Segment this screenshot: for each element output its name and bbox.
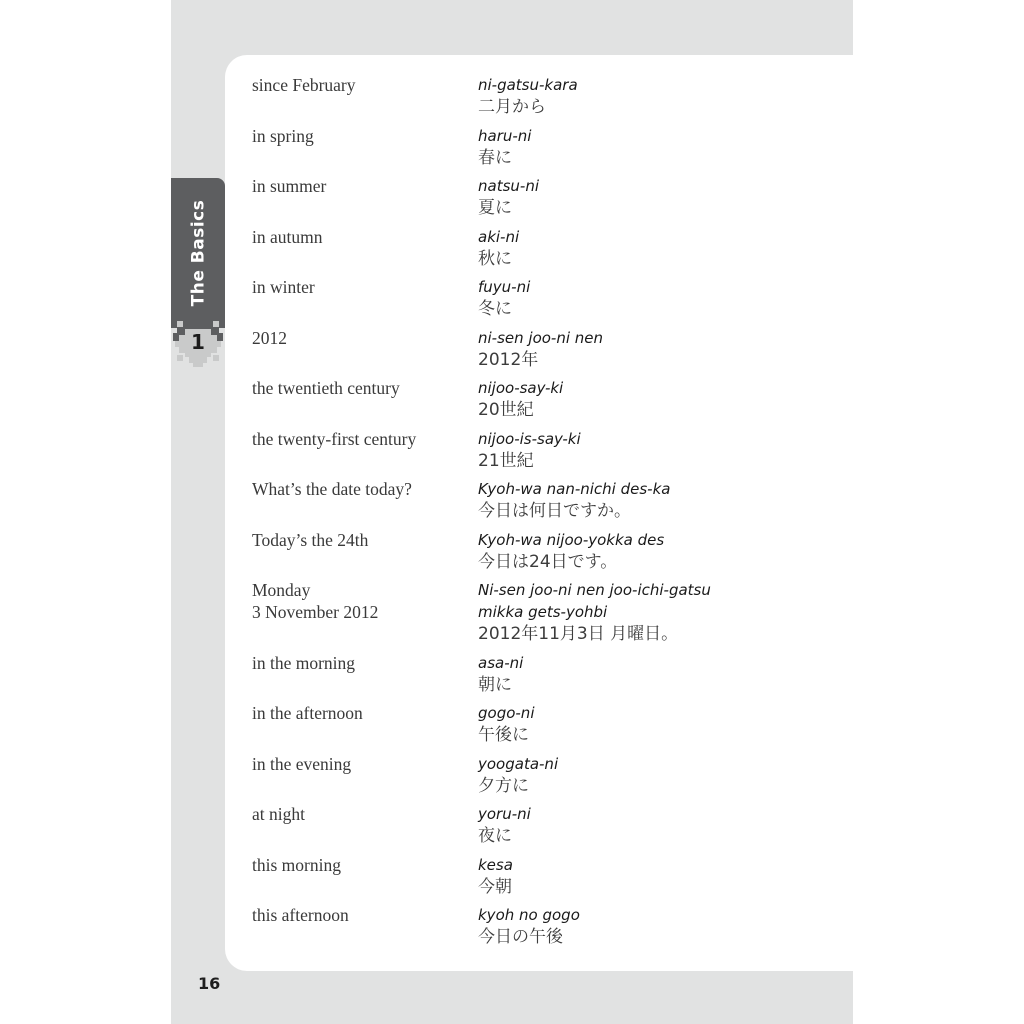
romaji-text: Kyoh-wa nan-nichi des-ka bbox=[478, 480, 671, 498]
romaji-text: fuyu-ni bbox=[478, 278, 531, 296]
english-phrase: this morning bbox=[252, 854, 341, 875]
japanese-script: 今朝 bbox=[478, 876, 512, 897]
phrase-entry bbox=[252, 904, 812, 948]
japanese-script: 朝に bbox=[478, 674, 512, 695]
phrase-entry bbox=[252, 702, 812, 746]
japanese-translation bbox=[478, 428, 812, 472]
japanese-translation bbox=[478, 327, 812, 371]
romaji-text: natsu-ni bbox=[478, 177, 539, 195]
english-phrase: in the evening bbox=[252, 753, 352, 774]
japanese-script: 2012年 bbox=[478, 349, 539, 370]
phrase-entry bbox=[252, 652, 812, 696]
japanese-translation bbox=[478, 175, 812, 219]
japanese-script: 夏に bbox=[478, 198, 512, 218]
japanese-script: 今日の午後 bbox=[478, 927, 563, 947]
japanese-translation bbox=[478, 226, 812, 270]
japanese-translation bbox=[478, 904, 812, 948]
japanese-translation bbox=[478, 702, 812, 746]
english-phrase: in summer bbox=[252, 176, 327, 196]
romaji-text: ni-gatsu-kara bbox=[478, 76, 578, 94]
japanese-script: 二月から bbox=[478, 97, 546, 117]
japanese-translation bbox=[478, 652, 812, 696]
phrase-entry bbox=[252, 327, 812, 371]
romaji-text: haru-ni bbox=[478, 126, 532, 145]
japanese-script: 2012年11月3日 月曜日。 bbox=[478, 624, 679, 644]
japanese-translation bbox=[478, 125, 812, 169]
japanese-script: 冬に bbox=[478, 299, 512, 319]
phrase-entry bbox=[252, 175, 812, 219]
japanese-script: 午後に bbox=[478, 725, 529, 745]
english-phrase: this afternoon bbox=[252, 905, 349, 925]
japanese-translation bbox=[478, 276, 812, 320]
english-phrase: the twenty-first century bbox=[252, 428, 417, 449]
japanese-script: 今日は何日ですか。 bbox=[478, 501, 631, 521]
japanese-translation bbox=[478, 803, 812, 847]
japanese-translation bbox=[478, 74, 812, 118]
chapter-title bbox=[171, 178, 225, 328]
phrase-entry bbox=[252, 74, 812, 118]
english-phrase: at night bbox=[252, 804, 305, 824]
romaji-text: kyoh no gogo bbox=[478, 906, 580, 924]
english-phrase: in spring bbox=[252, 125, 314, 146]
romaji-text: aki-ni bbox=[478, 227, 520, 246]
phrase-entry bbox=[252, 428, 812, 472]
japanese-translation bbox=[478, 377, 812, 421]
romaji-text: yoru-ni bbox=[478, 805, 531, 823]
japanese-script: 今日は24日です。 bbox=[478, 551, 618, 572]
romaji-text: yoogata-ni bbox=[478, 754, 559, 773]
phrase-entry bbox=[252, 854, 812, 898]
romaji-text: Ni-sen joo-ni nen joo-ichi-gatsu mikka gets-yohbi bbox=[478, 581, 711, 621]
japanese-script: 21世紀 bbox=[478, 450, 534, 471]
japanese-translation bbox=[478, 478, 812, 522]
chapter-number: 1 bbox=[191, 330, 205, 354]
japanese-script: 20世紀 bbox=[478, 400, 534, 420]
english-phrase: in autumn bbox=[252, 226, 323, 247]
phrase-entry bbox=[252, 276, 812, 320]
japanese-script: 秋に bbox=[478, 248, 512, 269]
phrase-entry bbox=[252, 579, 812, 645]
english-phrase: Today’s the 24th bbox=[252, 529, 369, 550]
phrase-entry bbox=[252, 125, 812, 169]
english-phrase: since February bbox=[252, 75, 356, 95]
japanese-script: 春に bbox=[478, 147, 512, 168]
phrase-list bbox=[252, 74, 812, 955]
japanese-translation bbox=[478, 854, 812, 898]
romaji-text: ni-sen joo-ni nen bbox=[478, 328, 604, 347]
phrase-entry bbox=[252, 753, 812, 797]
english-phrase: Monday 3 November 2012 bbox=[252, 580, 379, 622]
phrase-entry bbox=[252, 803, 812, 847]
phrase-entry bbox=[252, 377, 812, 421]
romaji-text: Kyoh-wa nijoo-yokka des bbox=[478, 530, 665, 549]
japanese-script: 夜に bbox=[478, 826, 512, 846]
english-phrase: in winter bbox=[252, 277, 315, 297]
english-phrase: the twentieth century bbox=[252, 378, 400, 398]
english-phrase: 2012 bbox=[252, 327, 287, 348]
japanese-translation bbox=[478, 529, 812, 573]
japanese-translation bbox=[478, 579, 812, 645]
phrase-entry bbox=[252, 226, 812, 270]
phrase-entry bbox=[252, 478, 812, 522]
english-phrase: in the morning bbox=[252, 652, 356, 673]
english-phrase: in the afternoon bbox=[252, 703, 363, 723]
japanese-translation bbox=[478, 753, 812, 797]
english-phrase: What’s the date today? bbox=[252, 479, 412, 499]
chapter-title-text: The Basics bbox=[188, 199, 208, 307]
romaji-text: gogo-ni bbox=[478, 704, 535, 722]
page-number: 16 bbox=[198, 974, 221, 993]
romaji-text: asa-ni bbox=[478, 653, 524, 672]
romaji-text: nijoo-say-ki bbox=[478, 379, 564, 397]
romaji-text: nijoo-is-say-ki bbox=[478, 429, 581, 448]
romaji-text: kesa bbox=[478, 855, 513, 874]
japanese-script: 夕方に bbox=[478, 775, 529, 796]
phrase-entry bbox=[252, 529, 812, 573]
